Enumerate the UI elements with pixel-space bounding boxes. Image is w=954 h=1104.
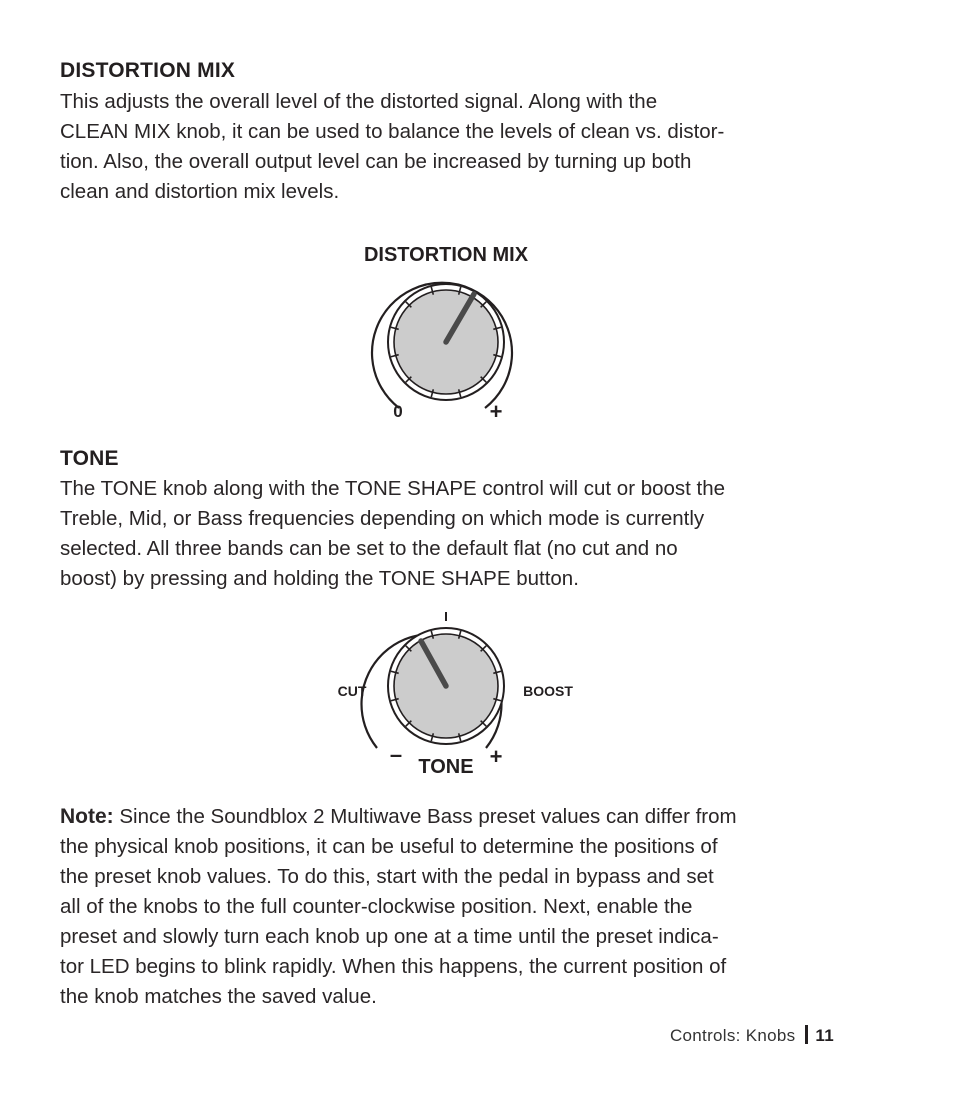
paragraph-line: This adjusts the overall level of the distorted signal. Along with the bbox=[60, 90, 658, 113]
note-paragraph bbox=[60, 802, 850, 1012]
page-number: 11 bbox=[815, 1026, 834, 1045]
knob-right-label: BOOST bbox=[523, 683, 573, 699]
knob-left-label: CUT bbox=[337, 683, 367, 699]
distortion-mix-description bbox=[60, 87, 850, 207]
paragraph-line: the knob matches the saved value. bbox=[60, 985, 377, 1008]
knob-body bbox=[388, 284, 504, 400]
knob-body bbox=[388, 628, 504, 744]
knob-label: DISTORTION MIX bbox=[363, 244, 529, 266]
paragraph-line bbox=[60, 802, 850, 832]
paragraph-line: preset and slowly turn each knob up one at a time until the preset indica- bbox=[60, 925, 719, 948]
paragraph-line: The TONE knob along with the TONE SHAPE control will cut or boost the bbox=[60, 477, 726, 500]
paragraph-line: tion. Also, the overall output level can be increased by turning up both bbox=[60, 150, 692, 173]
section-heading-tone: TONE bbox=[60, 447, 119, 470]
paragraph-line: Treble, Mid, or Bass frequencies depending on which mode is currently bbox=[60, 507, 705, 530]
tone-description bbox=[60, 474, 850, 594]
distortion-mix-knob-figure bbox=[330, 236, 570, 426]
note-lead: Note: bbox=[60, 805, 114, 828]
paragraph-line: boost) by pressing and holding the TONE SHAPE button. bbox=[60, 567, 579, 590]
knob-min-label: – bbox=[389, 742, 403, 767]
paragraph-line: all of the knobs to the full counter-clockwise position. Next, enable the bbox=[60, 895, 693, 918]
paragraph-line: clean and distortion mix levels. bbox=[60, 180, 340, 203]
knob-max-label: + bbox=[489, 399, 503, 424]
knob-max-label: + bbox=[489, 744, 503, 769]
knob-label: TONE bbox=[418, 756, 474, 778]
paragraph-line: selected. All three bands can be set to the default flat (no cut and no bbox=[60, 537, 678, 560]
page-footer bbox=[670, 1025, 834, 1046]
paragraph-line: tor LED begins to blink rapidly. When this happens, the current position of bbox=[60, 955, 727, 978]
footer-section-title: Controls: Knobs bbox=[669, 1026, 796, 1045]
paragraph-line: the physical knob positions, it can be useful to determine the positions of bbox=[60, 835, 718, 858]
tone-knob-figure bbox=[330, 604, 590, 784]
note-text: Since the Soundblox 2 Multiwave Bass preset values can differ from bbox=[113, 805, 737, 828]
section-heading-distortion-mix: DISTORTION MIX bbox=[60, 59, 236, 82]
knob-min-label: 0 bbox=[393, 402, 403, 421]
paragraph-line: the preset knob values. To do this, start with the pedal in bypass and set bbox=[60, 865, 714, 888]
paragraph-line: CLEAN MIX knob, it can be used to balance the levels of clean vs. distor- bbox=[60, 120, 725, 143]
footer-divider bbox=[805, 1025, 808, 1044]
